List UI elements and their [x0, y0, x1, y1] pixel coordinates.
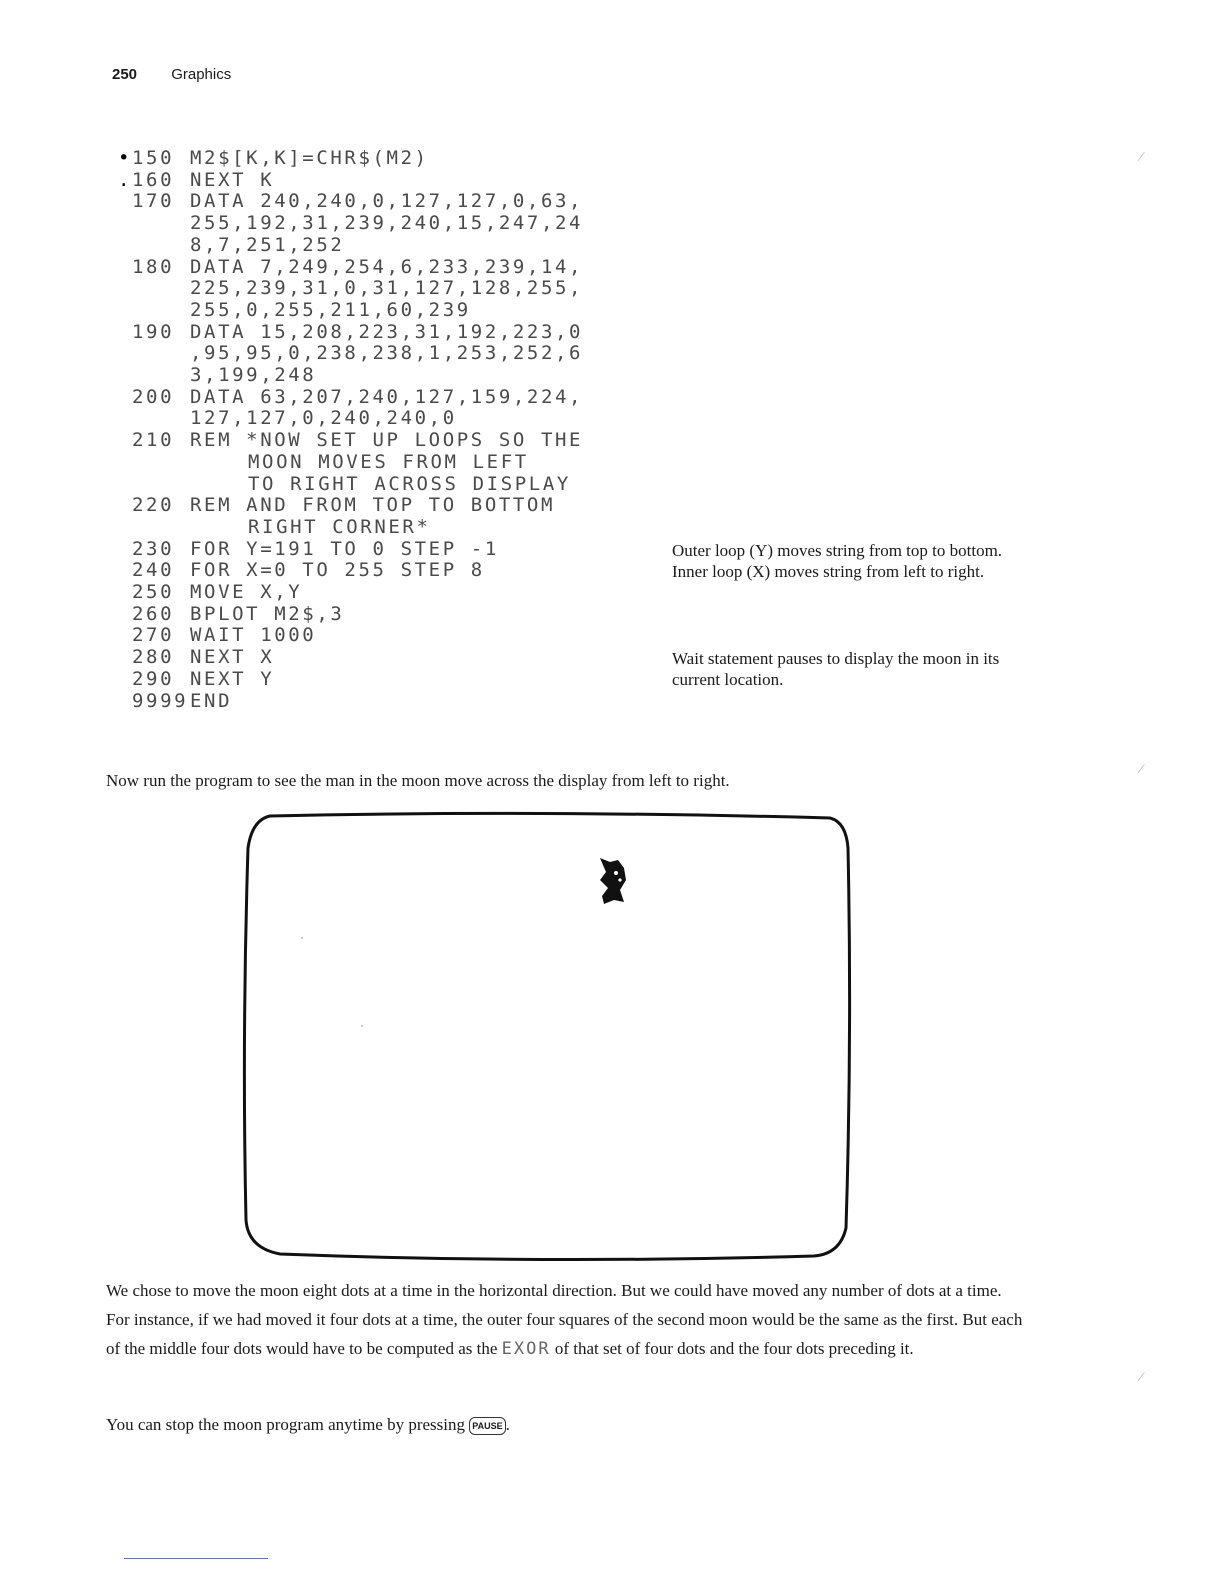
code-line-mark: [112, 387, 132, 409]
code-line: [112, 343, 583, 365]
code-line-number: 260: [132, 602, 175, 625]
code-line-mark: [112, 343, 132, 365]
note-outer-loop: Outer loop (Y) moves string from top to bottom.: [672, 541, 1003, 560]
code-line-number: 240: [132, 559, 175, 582]
code-line-text: 225,239,31,0,31,127,128,255,: [190, 277, 584, 300]
code-line-mark: [112, 647, 132, 669]
code-line-text: 3,199,248: [190, 364, 317, 387]
code-line-mark: [112, 408, 132, 430]
margin-mark: ⁄: [1140, 150, 1143, 165]
note-wait: [672, 648, 1017, 690]
code-line-number: [132, 300, 190, 322]
code-line-mark: [112, 430, 132, 452]
code-line: [112, 170, 583, 192]
screen-frame: [244, 813, 849, 1259]
code-line-number: [132, 517, 190, 539]
code-line-number: 280: [132, 646, 175, 669]
code-line: [112, 278, 583, 300]
code-line: [112, 191, 583, 213]
explanation-paragraph: [106, 1276, 1026, 1364]
code-line-mark: [112, 235, 132, 257]
code-line-number: 180: [132, 255, 175, 278]
code-line-mark: [112, 300, 132, 322]
code-line: [112, 474, 583, 496]
code-line: [112, 582, 583, 604]
code-line-mark: [112, 517, 132, 539]
code-line: [112, 539, 583, 561]
code-line-text: 127,127,0,240,240,0: [190, 407, 457, 430]
note-loops: [672, 540, 1017, 582]
code-line-number: 270: [132, 624, 175, 647]
code-line-text: DATA 15,208,223,31,192,223,0: [190, 320, 584, 343]
code-line-number: [132, 278, 190, 300]
code-line: [112, 430, 583, 452]
code-line: [112, 669, 583, 691]
code-line-text: MOVE X,Y: [190, 581, 303, 604]
code-line-mark: [112, 539, 132, 561]
code-line: [112, 604, 583, 626]
code-line-text: M2$[K,K]=CHR$(M2): [190, 147, 429, 169]
code-line-number: 210: [132, 429, 175, 452]
code-line: [112, 235, 583, 257]
code-line: [112, 495, 583, 517]
code-line-number: 200: [132, 385, 175, 408]
section-title: Graphics: [171, 66, 232, 83]
code-line: [112, 560, 583, 582]
code-line-mark: [112, 582, 132, 604]
page-number: 250: [112, 66, 138, 83]
code-line: [112, 517, 583, 539]
code-line-text: MOON MOVES FROM LEFT: [248, 450, 529, 473]
explanation-text: [106, 1276, 1026, 1364]
code-line-text: NEXT Y: [190, 667, 275, 690]
code-line-number: [132, 213, 190, 235]
code-line-number: 220: [132, 494, 175, 517]
stop-text: [106, 1410, 1026, 1439]
pause-key-icon: PAUSE: [469, 1417, 505, 1435]
code-line-mark: [112, 625, 132, 647]
code-line-mark: [112, 257, 132, 279]
code-line-text: DATA 240,240,0,127,127,0,63,: [190, 190, 584, 213]
code-line: [112, 148, 583, 170]
code-line-text: FOR X=0 TO 255 STEP 8: [190, 559, 485, 582]
code-line-number: 230: [132, 537, 175, 560]
code-line-text: 8,7,251,252: [190, 233, 345, 256]
code-line-number: [132, 452, 190, 474]
explanation-part-2: of that set of four dots and the four dots preceding it.: [554, 1339, 914, 1358]
basic-code-listing: [112, 148, 583, 712]
stop-text-before: You can stop the moon program anytime by pressing: [106, 1415, 466, 1434]
note-wait-text: Wait statement pauses to display the moon in its current location.: [672, 649, 1000, 689]
code-line-text: ,95,95,0,238,238,1,253,252,6: [190, 342, 584, 365]
code-line: [112, 322, 583, 344]
code-line-mark: .: [117, 168, 132, 191]
code-line-number: [132, 408, 190, 430]
code-line: [112, 213, 583, 235]
code-line-number: [132, 235, 190, 257]
code-line: [112, 691, 583, 713]
code-line-mark: [112, 452, 132, 474]
explanation-part-1: We chose to move the moon eight dots at a time in the horizontal direction. But we could have moved any number of dots at a time. For instance, if we had moved it four dots at a time, the outer four squares of the second moon would be the same as the first. But each of the middle four dots would have to be computed as the: [106, 1281, 1023, 1358]
code-line-text: WAIT 1000: [190, 624, 317, 647]
code-line-text: BPLOT M2$,3: [190, 602, 345, 625]
code-line: [112, 452, 583, 474]
code-line-mark: [112, 365, 132, 387]
note-inner-loop: Inner loop (X) moves string from left to right.: [672, 562, 985, 581]
code-line-text: TO RIGHT ACROSS DISPLAY: [248, 472, 571, 495]
code-line: [112, 387, 583, 409]
run-sentence-text: Now run the program to see the man in the moon move across the display from left to right.: [106, 771, 730, 790]
code-line: [112, 647, 583, 669]
run-sentence: [106, 766, 1026, 795]
exor-code: EXOR: [501, 1339, 551, 1359]
code-line-number: 290: [132, 667, 175, 690]
stop-instruction: [106, 1410, 1026, 1439]
code-line-number: [132, 343, 190, 365]
code-line-mark: [112, 604, 132, 626]
code-line-text: NEXT K: [190, 168, 275, 191]
code-line-mark: [112, 278, 132, 300]
code-line-number: 150: [132, 147, 175, 169]
code-line-number: [132, 474, 190, 496]
margin-mark: ⁄: [1140, 762, 1143, 777]
code-line-number: 9999: [132, 689, 189, 712]
code-line-number: [132, 365, 190, 387]
code-line-number: 170: [132, 190, 175, 213]
code-line-text: DATA 7,249,254,6,233,239,14,: [190, 255, 584, 278]
code-line-text: RIGHT CORNER*: [248, 515, 431, 538]
code-line: [112, 365, 583, 387]
code-line: [112, 625, 583, 647]
code-line-text: 255,0,255,211,60,239: [190, 298, 471, 321]
code-line-mark: [112, 322, 132, 344]
code-line-mark: [112, 669, 132, 691]
stop-text-after: .: [505, 1415, 510, 1434]
footer-rule: [124, 1558, 268, 1559]
code-line-text: END: [190, 689, 233, 712]
code-line-text: 255,192,31,239,240,15,247,24: [190, 212, 584, 235]
code-line-text: NEXT X: [190, 646, 275, 669]
code-line-mark: [112, 213, 132, 235]
code-line-text: DATA 63,207,240,127,159,224,: [190, 385, 584, 408]
code-line-number: 250: [132, 581, 175, 604]
code-line-text: REM *NOW SET UP LOOPS SO THE: [190, 429, 584, 452]
moon-icon: [600, 858, 626, 904]
code-line-mark: [112, 474, 132, 496]
code-line-mark: •: [117, 147, 132, 169]
code-line: [112, 300, 583, 322]
code-line: [112, 257, 583, 279]
code-line-mark: [112, 691, 132, 713]
page-header: [112, 66, 231, 83]
code-line-mark: [112, 560, 132, 582]
display-screen-illustration: [240, 808, 854, 1264]
code-line-number: 160: [132, 168, 175, 191]
code-line-mark: [112, 191, 132, 213]
code-line: [112, 408, 583, 430]
margin-mark: ⁄: [1140, 1370, 1143, 1385]
code-line-number: 190: [132, 320, 175, 343]
code-line-mark: [112, 495, 132, 517]
code-line-text: REM AND FROM TOP TO BOTTOM: [190, 494, 556, 517]
code-line-text: FOR Y=191 TO 0 STEP -1: [190, 537, 499, 560]
